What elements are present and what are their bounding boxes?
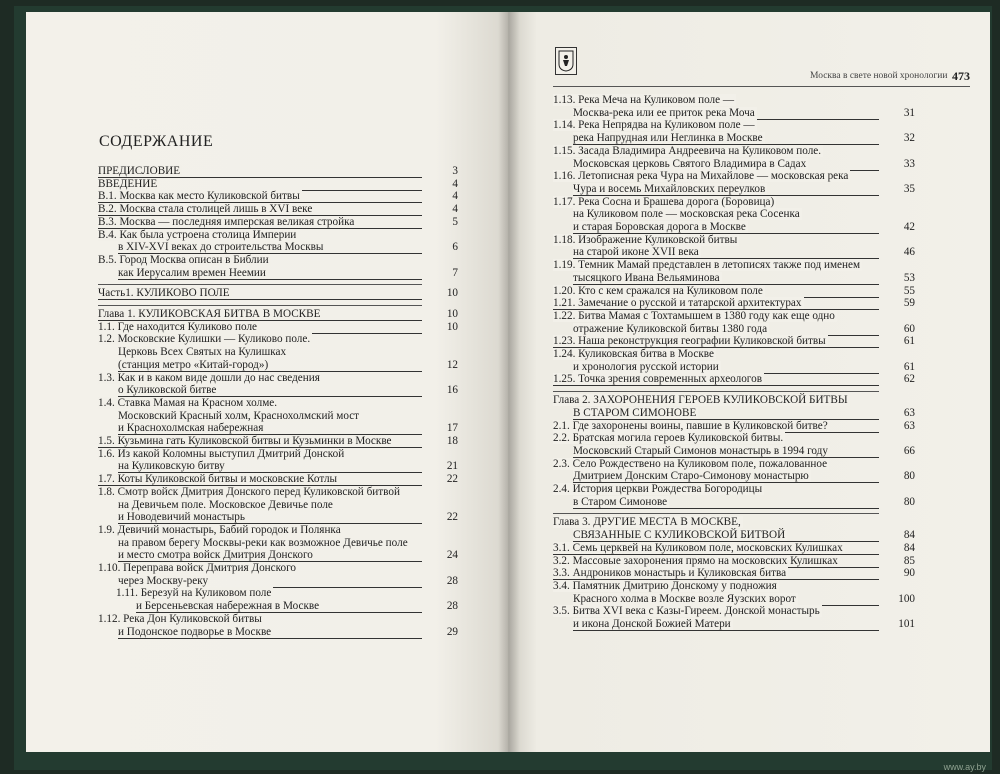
toc-entry-line (573, 108, 757, 120)
toc-entry-text: 1.18. Изображение Куликовской битвы (553, 233, 738, 246)
toc-entry-text: Часть1. КУЛИКОВО ПОЛЕ (98, 287, 230, 300)
toc-right-column (553, 95, 917, 685)
toc-entry-line (573, 247, 701, 259)
toc-page-number: 33 (903, 157, 915, 170)
toc-entry-line (573, 273, 722, 285)
toc-page-number: 84 (903, 529, 915, 542)
toc-entry-line (118, 538, 410, 550)
toc-entry-text: тысяцкого Ивана Вельяминова (573, 271, 720, 284)
toc-entry-text: 1.10. Переправа войск Дмитрия Донского (98, 562, 296, 574)
toc-page-number: 32 (903, 132, 915, 145)
toc-entry-text: В.1. Москва как место Куликовской битвы (98, 190, 300, 203)
toc-entry-line (553, 286, 765, 298)
toc-entry-text: В СТАРОМ СИМОНОВЕ (573, 406, 697, 419)
toc-entry-text: 1.13. Река Меча на Куликовом поле — (553, 94, 735, 106)
toc-entry-text: Московский Красный холм, Краснохолмский мост (118, 409, 360, 422)
toc-page-number: 66 (903, 444, 915, 457)
bleed-through-text (276, 130, 279, 146)
toc-entry-line (553, 374, 764, 386)
toc-entry-line (116, 588, 273, 600)
toc-page-number: 22 (446, 473, 458, 486)
toc-entry-line (573, 530, 787, 542)
toc-entry-line (98, 191, 302, 203)
toc-entry-line (98, 166, 182, 178)
toc-entry-line (98, 525, 343, 537)
toc-entry-line (573, 222, 748, 234)
toc-entry-text: Красного холма в Москве возле Яузских ворот (573, 592, 796, 605)
toc-entry-text: ПРЕДИСЛОВИЕ (98, 165, 181, 177)
toc-entry-line (573, 159, 808, 171)
toc-entry-text: 1.16. Летописная река Чура на Михайлове — московская река (553, 170, 849, 183)
toc-entry-text: в XIV-XVI веках до строительства Москвы (118, 241, 324, 254)
toc-entry-text: В.5. Город Москва описан в Библии (98, 253, 269, 266)
toc-entry-text: и Берсеньевская набережная в Москве (136, 600, 320, 613)
toc-entry-text: Москва-река или ее приток река Моча (573, 106, 755, 119)
toc-entry-text: В.4. Как была устроена столица Империи (98, 228, 297, 241)
section-rule (553, 391, 879, 392)
toc-entry-line (98, 436, 394, 448)
toc-entry-line (573, 209, 802, 221)
toc-entry-text: 1.4. Ставка Мамая на Красном холме. (98, 396, 278, 409)
toc-page-number: 16 (446, 384, 458, 397)
toc-entry-text: 1.25. Точка зрения современных археологов (553, 373, 762, 386)
toc-entry-text: 1.8. Смотр войск Дмитрия Донского перед Куликовской битвой (98, 485, 400, 498)
toc-entry-line (98, 230, 298, 242)
toc-entry-line (553, 421, 830, 433)
toc-entry-line (98, 309, 322, 321)
toc-page-number: 28 (446, 600, 458, 613)
toc-entry-text: 1.20. Кто с кем сражался на Куликовом поле (553, 284, 763, 297)
toc-entry-text: 1.23. Наша реконструкция географии Куликовской битвы (553, 335, 826, 348)
toc-entry-text: Глава 2. ЗАХОРОНЕНИЯ ГЕРОЕВ КУЛИКОВСКОЙ БИТВЫ (553, 394, 848, 407)
toc-entry-line (98, 563, 298, 575)
toc-entry-text: 3.1. Семь церквей на Куликовом поле, московских Кулишках (553, 541, 843, 554)
toc-entry-text: и Новодевичий монастырь (118, 511, 245, 524)
toc-entry-line (553, 298, 804, 310)
section-rule (98, 305, 422, 306)
toc-page-number: 60 (903, 322, 915, 335)
toc-entry-text: как Иерусалим времен Неемии (118, 266, 266, 279)
toc-entry-line (553, 433, 785, 445)
toc-page-number: 100 (898, 592, 915, 605)
toc-entry-line (553, 556, 840, 568)
toc-entry-text: и Краснохолмская набережная (118, 422, 264, 435)
toc-entry-line (573, 184, 767, 196)
coat-of-arms-icon (555, 47, 577, 75)
toc-page-number: 5 (452, 215, 458, 228)
toc-entry-text: 1.21. Замечание о русской и татарской архитектурах (553, 297, 802, 310)
toc-page-number: 42 (903, 221, 915, 233)
toc-entry-line (118, 268, 268, 280)
toc-entry-line (573, 362, 721, 374)
toc-entry-text: 1.22. Битва Мамая с Тохтамышем в 1380 году как еще одно (553, 309, 835, 322)
toc-entry-text: на Куликовскую битву (118, 460, 225, 473)
toc-entry-line (98, 449, 346, 461)
toc-leader-line (118, 279, 422, 280)
toc-entry-line (118, 500, 335, 512)
toc-entry-line (573, 471, 811, 483)
toc-entry-line (553, 517, 743, 529)
toc-page-number: 63 (903, 406, 915, 419)
toc-leader-line (553, 385, 879, 386)
toc-entry-text: через Москву-реку (118, 574, 209, 587)
toc-entry-line (553, 395, 850, 407)
toc-page-number: 80 (903, 470, 915, 483)
toc-page-number: 6 (452, 241, 458, 254)
toc-page-number: 24 (446, 549, 458, 562)
toc-entry-line (573, 408, 698, 420)
toc-page-number: 80 (903, 495, 915, 508)
toc-entry-line (98, 614, 264, 626)
toc-entry-line (553, 606, 822, 618)
toc-entry-line (98, 373, 322, 385)
toc-entry-line (118, 576, 210, 588)
toc-entry-line (118, 461, 227, 473)
toc-entry-text: 1.6. Из какой Коломны выступил Дмитрий Донской (98, 447, 345, 460)
toc-entry-line (98, 334, 312, 346)
toc-page-number: 18 (446, 435, 458, 447)
toc-entry-line (118, 242, 325, 254)
toc-page-number: 10 (446, 287, 458, 300)
toc-entry-line (98, 217, 356, 229)
toc-entry-text: 1.15. Засада Владимира Андреевича на Куликовом поле. (553, 144, 822, 157)
toc-entry-line (118, 347, 288, 359)
toc-entry-text: 2.4. История церкви Рождества Богородицы (553, 483, 763, 495)
toc-entry-text: и Подонское подворье в Москве (118, 625, 272, 638)
toc-entry-line (553, 146, 823, 158)
toc-page-number: 55 (903, 284, 915, 297)
toc-entry-text: (станция метро «Китай-город») (118, 358, 269, 371)
toc-entry-line (553, 543, 845, 555)
toc-entry-text: 3.3. Андроников монастырь и Куликовская битва (553, 567, 787, 580)
toc-page-number: 12 (446, 358, 458, 371)
toc-entry-text: 1.12. Река Дон Куликовской битвы (98, 612, 262, 625)
toc-page-number: 84 (903, 541, 915, 554)
toc-heading: СОДЕРЖАНИЕ (99, 133, 214, 150)
toc-entry-text: 2.1. Где захоронены воины, павшие в Куликовской битве? (553, 419, 828, 432)
toc-entry-text: 3.5. Битва XVI века с Казы-Гиреем. Донской монастырь (553, 605, 820, 618)
toc-entry-line (118, 411, 361, 423)
toc-entry-text: 1.19. Темник Мамай представлен в летописях также под именем (553, 259, 861, 272)
toc-entry-text: 1.9. Девичий монастырь, Бабий городок и Полянка (98, 523, 341, 536)
toc-page-number: 101 (898, 618, 915, 630)
toc-page-number: 90 (903, 567, 915, 580)
watermark: www.ay.by (943, 762, 986, 772)
toc-page-number: 10 (446, 308, 458, 320)
toc-entry-line (553, 581, 779, 593)
toc-entry-text: 1.2. Московские Кулишки — Куликово поле. (98, 333, 311, 346)
toc-entry-line (553, 336, 828, 348)
toc-entry-line (553, 235, 739, 247)
toc-entry-text: в Старом Симонове (573, 495, 668, 508)
toc-entry-line (573, 497, 669, 509)
toc-entry-text: Дмитрием Донским Старо-Симонову монастырю (573, 470, 809, 483)
toc-entry-text: и хронология русской истории (573, 360, 719, 373)
toc-page-number: 4 (452, 177, 458, 190)
toc-entry-text: Московский Старый Симонов монастырь в 1994 году (573, 444, 828, 457)
toc-entry-text: Церковь Всех Святых на Кулишках (118, 346, 287, 359)
toc-page-number: 85 (903, 554, 915, 567)
toc-entry-text: на правом берегу Москвы-реки как возможное Девичье поле (118, 536, 408, 549)
toc-entry-line (98, 487, 402, 499)
toc-entry-line (118, 423, 265, 435)
toc-entry-line (98, 322, 259, 334)
toc-entry-line (98, 179, 159, 191)
toc-entry-line (553, 171, 850, 183)
toc-entry-text: 3.4. Памятник Дмитрию Донскому у подножия (553, 579, 777, 592)
toc-entry-text: река Напрудная или Неглинка в Москве (573, 132, 763, 145)
toc-entry-line (573, 594, 798, 606)
toc-leader-line (118, 638, 422, 639)
toc-page-number: 29 (446, 625, 458, 638)
toc-page-number: 4 (452, 190, 458, 203)
toc-entry-text: 2.3. Село Рождествено на Куликовом поле, пожалованное (553, 457, 828, 470)
section-rule (98, 284, 422, 285)
toc-page-number: 46 (903, 246, 915, 259)
toc-left-column (98, 166, 460, 686)
toc-page-number: 31 (903, 106, 915, 119)
toc-page-number: 21 (446, 460, 458, 473)
toc-entry-line (553, 197, 776, 209)
page-number: 473 (952, 69, 970, 83)
toc-entry-line (98, 288, 232, 300)
toc-entry-line (118, 627, 273, 639)
toc-entry-line (573, 619, 733, 631)
toc-entry-text: на Девичьем поле. Московское Девичье поле (118, 498, 333, 511)
header-rule (553, 86, 970, 87)
toc-entry-text: 1.17. Река Сосна и Брашева дорога (Боровица) (553, 195, 775, 208)
toc-page-number: 3 (452, 165, 458, 177)
toc-entry-text: 1.14. Река Непрядва на Куликовом поле — (553, 119, 755, 132)
toc-page-number: 7 (452, 266, 458, 279)
toc-entry-line (553, 459, 829, 471)
toc-leader-line (573, 508, 879, 509)
toc-leader-line (98, 299, 422, 300)
toc-entry-text: 3.2. Массовые захоронения прямо на московских Кулишках (553, 554, 838, 567)
toc-entry-text: 2.2. Братская могила героев Куликовской битвы. (553, 432, 784, 445)
book-spine (498, 12, 520, 752)
toc-entry-text: Московская церковь Святого Владимира в Садах (573, 157, 807, 170)
toc-entry-line (118, 385, 218, 397)
toc-page-number: 59 (903, 297, 915, 310)
toc-entry-line (573, 133, 765, 145)
toc-page-number: 22 (446, 511, 458, 524)
toc-entry-text: 1.5. Кузьмина гать Куликовской битвы и Кузьминки в Москве (98, 435, 392, 447)
toc-entry-text: СВЯЗАННЫЕ С КУЛИКОВСКОЙ БИТВОЙ (573, 529, 786, 542)
toc-entry-text: 1.24. Куликовская битва в Москве (553, 348, 714, 360)
toc-entry-line (118, 360, 270, 372)
toc-page-number: 4 (452, 203, 458, 216)
toc-entry-line (553, 120, 757, 132)
toc-entry-line (118, 512, 247, 524)
toc-entry-text: 1.7. Коты Куликовской битвы и московские Котлы (98, 473, 338, 486)
toc-page-number: 61 (903, 335, 915, 348)
section-rule (553, 513, 879, 514)
toc-entry-line (553, 95, 736, 107)
toc-entry-text: ВВЕДЕНИЕ (98, 177, 158, 190)
running-head: Москва в свете новой хронологии (810, 71, 948, 81)
toc-entry-line (118, 550, 315, 562)
toc-page-number: 61 (903, 360, 915, 373)
toc-entry-text: 1.11. Березуй на Куликовом поле (116, 587, 272, 600)
toc-entry-line (553, 311, 837, 323)
toc-entry-text: о Куликовской битве (118, 384, 217, 397)
toc-entry-line (98, 474, 339, 486)
toc-page-number: 62 (903, 373, 915, 386)
toc-page-number: 17 (446, 422, 458, 435)
toc-entry-text: В.3. Москва — последняя имперская великая стройка (98, 215, 355, 228)
toc-entry-line (98, 255, 271, 267)
toc-page-number: 28 (446, 574, 458, 587)
toc-page-number: 35 (903, 182, 915, 195)
toc-entry-text: и место смотра войск Дмитрия Донского (118, 549, 313, 562)
toc-page-number: 53 (903, 271, 915, 284)
toc-entry-line (573, 446, 830, 458)
toc-entry-line (98, 204, 314, 216)
toc-entry-line (98, 398, 279, 410)
toc-entry-line (553, 260, 862, 272)
toc-entry-text: отражение Куликовской битвы 1380 года (573, 322, 768, 335)
toc-entry-text: и старая Боровская дорога в Москве (573, 221, 746, 233)
toc-entry-text: и икона Донской Божией Матери (573, 618, 731, 630)
toc-entry-line (553, 568, 788, 580)
toc-entry-text: на Куликовом поле — московская река Сосенка (573, 208, 800, 221)
toc-entry-text: 1.3. Как и в каком виде дошли до нас сведения (98, 371, 320, 384)
toc-entry-text: 1.1. Где находится Куликово поле (98, 320, 257, 333)
toc-page-number: 63 (903, 419, 915, 432)
toc-entry-text: Глава 1. КУЛИКОВСКАЯ БИТВА В МОСКВЕ (98, 308, 321, 320)
toc-entry-text: на старой иконе XVII века (573, 246, 699, 259)
toc-leader-line (573, 630, 879, 631)
toc-entry-line (573, 324, 769, 336)
toc-page-number: 10 (446, 320, 458, 333)
toc-entry-text: Чура и восемь Михайловских переулков (573, 182, 766, 195)
toc-entry-line (553, 484, 764, 496)
toc-entry-line (136, 601, 321, 613)
toc-entry-line (553, 349, 716, 361)
toc-entry-text: Глава 3. ДРУГИЕ МЕСТА В МОСКВЕ, (553, 516, 741, 529)
toc-entry-text: В.2. Москва стала столицей лишь в XVI веке (98, 203, 313, 216)
